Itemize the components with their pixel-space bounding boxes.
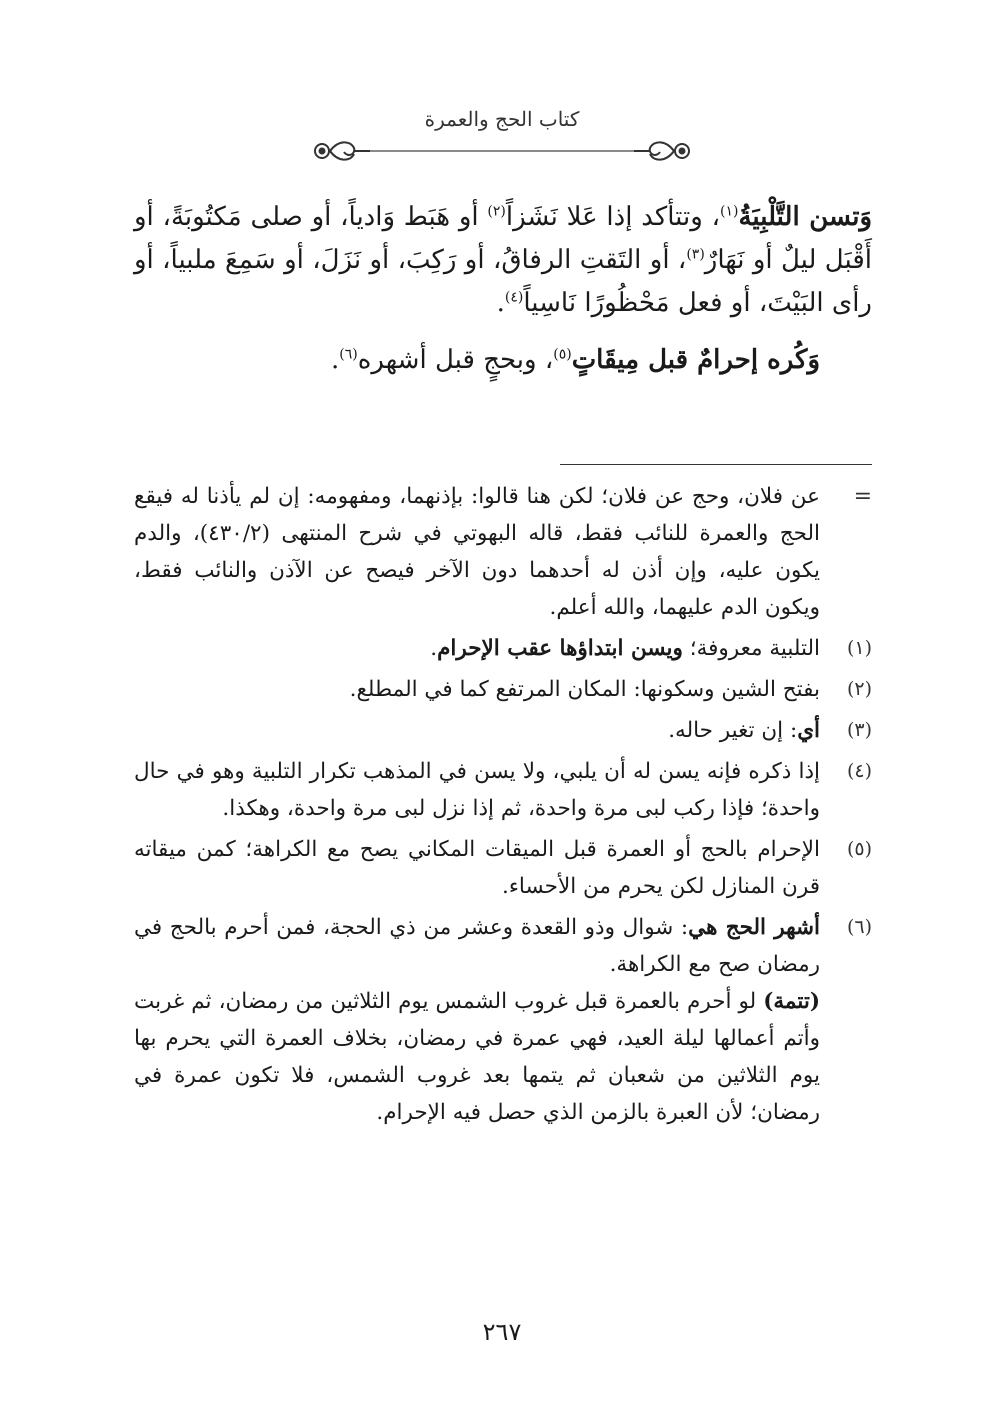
footnote-text: عن فلان، وحج عن فلان؛ لكن هنا قالوا: بإذنهما، ومفهومه: إن لم يأذنا له فيقع الحج والعمرة للنائب فقط، قاله البهوتي في شرح المنتهى (٤٣٠/٢)، والدم يكون عليه، وإن أذن له أحدهما دون الآخر فيصح عن الآذن والنائب فقط، ويكون الدم عليهما، والله أعلم.	[134, 484, 820, 620]
footnote-ref: (٦)	[339, 346, 358, 363]
footnote-bold: ويسن ابتداؤها عقب الإحرام	[437, 636, 683, 661]
footnote-item	[134, 909, 872, 983]
footnote-ref: (١)	[719, 203, 739, 220]
ornament-divider-icon	[300, 134, 704, 168]
main-text-segment: .	[496, 288, 505, 318]
footnotes	[134, 478, 872, 1131]
footnote-separator	[560, 464, 872, 465]
footnote-ref: (٣)	[686, 246, 705, 263]
addendum-text: لو أحرم بالعمرة قبل غروب الشمس يوم الثلاثين من رمضان، ثم غربت وأتم أعمالها ليلة العيد، فهي عمرة في رمضان، بخلاف العمرة التي يحرم بها يوم الثلاثين من شعبان ثم يتمها بعد غروب الشمس، فلا تكون عمرة في رمضان؛ لأن العبرة بالزمن الذي حصل فيه الإحرام.	[134, 989, 820, 1125]
footnote-number: (٣)	[846, 719, 872, 741]
continuation-marker: =	[853, 484, 872, 509]
main-paragraph-2	[134, 339, 872, 382]
footnote-item	[134, 712, 872, 749]
footnote-ref: (٥)	[553, 346, 572, 363]
footnote-item	[134, 671, 872, 708]
page-number: ٢٦٧	[482, 1318, 522, 1346]
main-text-segment: .	[331, 345, 340, 375]
footnote-number: (١)	[846, 637, 872, 659]
main-text-segment: أو هَبَط وَادياً، أو صلى مَكتُوبَةً، أو أَقْبَل ليلٌ أو نَهَارٌ	[134, 202, 873, 275]
footnote-text: إذا ذكره فإنه يسن له أن يلبي، ولا يسن في المذهب تكرار التلبية وهو في حال واحدة؛ فإذا ركب لبى مرة واحدة، ثم إذا نزل لبى مرة واحدة، وهكذا.	[134, 759, 820, 821]
addendum-label: (تتمة)	[763, 989, 820, 1014]
main-text-segment: وَكُره إحرامٌ قبل مِيقَاتٍ	[571, 345, 820, 375]
footnote-text: بفتح الشين وسكونها: المكان المرتفع كما في المطلع.	[349, 677, 820, 702]
main-text-segment: ، وبحجٍ قبل أشهره	[357, 345, 554, 375]
footnote-item	[134, 630, 872, 667]
footnote-text: .	[430, 636, 438, 661]
footnote-ref: (٢)	[487, 203, 506, 220]
footnote-text: : إن تغير حاله.	[668, 718, 798, 743]
footnote-number: (٤)	[846, 760, 872, 782]
main-text-segment: وَتسن التَّلْبِيَةُ	[738, 202, 873, 232]
footnote-text: الإحرام بالحج أو العمرة قبل الميقات المكاني يصح مع الكراهة؛ كمن ميقاته قرن المنازل لكن يحرم من الأحساء.	[134, 837, 820, 899]
header-ornament	[300, 134, 704, 168]
main-text-segment: ، أو التَقتِ الرفاقُ، أو رَكِبَ، أو نَزَلَ، أو سَمِعَ ملبياً، أو رأى البَيْتَ، أو فعل مَحْظُورًا نَاسِياً	[134, 245, 872, 318]
footnote-bold: أي	[797, 718, 820, 743]
footnote-text: : شوال وذو القعدة وعشر من ذي الحجة، فمن أحرم بالحج في رمضان صح مع الكراهة.	[134, 915, 820, 977]
main-text-segment: ، وتتأكد إذا عَلا نَشَزاً	[505, 202, 720, 232]
footnote-ref: (٤)	[504, 289, 524, 306]
main-text	[134, 196, 872, 382]
footnote-number: (٦)	[846, 916, 872, 938]
footnote-item	[134, 753, 872, 827]
main-paragraph-1	[134, 196, 872, 325]
footnote-continuation	[134, 478, 872, 626]
footnote-text: التلبية معروفة؛	[682, 636, 820, 661]
footnote-number: (٢)	[846, 678, 872, 700]
page-header	[0, 106, 1004, 132]
footnote-item	[134, 831, 872, 905]
running-title: كتاب الحج والعمرة	[424, 107, 580, 131]
footnote-addendum	[134, 983, 872, 1131]
footnote-bold: أشهر الحج هي	[688, 915, 820, 940]
footnote-number: (٥)	[846, 838, 872, 860]
